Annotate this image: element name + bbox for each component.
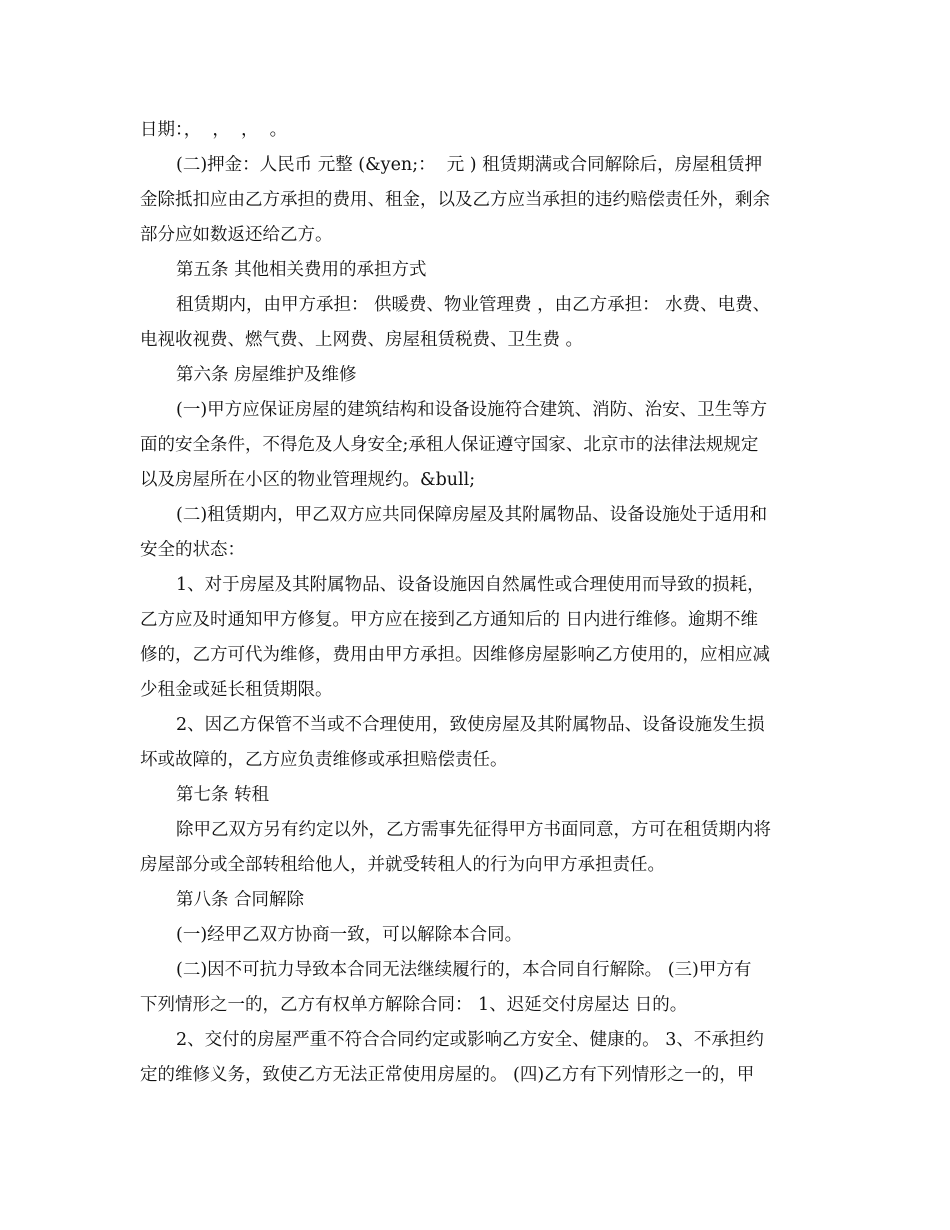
document-line: 第八条 合同解除 <box>176 890 305 910</box>
document-line: 以及房屋所在小区的物业管理规约。&bull; <box>140 470 476 490</box>
document-line: 除甲乙双方另有约定以外，乙方需事先征得甲方书面同意，方可在租赁期内将 <box>176 820 771 840</box>
document-line: (一)经甲乙双方协商一致，可以解除本合同。 <box>176 925 523 945</box>
document-line: (二)因不可抗力导致本合同无法继续履行的，本合同自行解除。 (三)甲方有 <box>176 960 752 980</box>
document-line: 面的安全条件，不得危及人身安全;承租人保证遵守国家、北京市的法律法规规定 <box>140 435 759 455</box>
document-line: 坏或故障的，乙方应负责维修或承担赔偿责任。 <box>140 750 508 770</box>
document-line: (二)租赁期内，甲乙双方应共同保障房屋及其附属物品、设备设施处于适用和 <box>176 505 768 525</box>
document-line: 部分应如数返还给乙方。 <box>140 225 333 245</box>
document-line: 第七条 转租 <box>176 785 270 805</box>
document-line: (二)押金：人民币 元整 (&yen;： 元 ) 租赁期满或合同解除后，房屋租赁押 <box>176 155 763 175</box>
document-line: 第六条 房屋维护及维修 <box>176 365 357 385</box>
document-line: 安全的状态： <box>140 540 245 560</box>
document-line: 2、交付的房屋严重不符合合同约定或影响乙方安全、健康的。 3、不承担约 <box>176 1030 764 1050</box>
document-line: 2、因乙方保管不当或不合理使用，致使房屋及其附属物品、设备设施发生损 <box>176 715 765 735</box>
document-line: 房屋部分或全部转租给他人，并就受转租人的行为向甲方承担责任。 <box>140 855 665 875</box>
document-body <box>140 113 830 1093</box>
document-line: 少租金或延长租赁期限。 <box>140 680 333 700</box>
document-line: 乙方应及时通知甲方修复。甲方应在接到乙方通知后的 日内进行维修。逾期不维 <box>140 610 759 630</box>
document-line: (一)甲方应保证房屋的建筑结构和设备设施符合建筑、消防、治安、卫生等方 <box>176 400 768 420</box>
document-line: 定的维修义务，致使乙方无法正常使用房屋的。 (四)乙方有下列情形之一的，甲 <box>140 1065 755 1085</box>
document-line: 电视收视费、燃气费、上网费、房屋租赁税费、卫生费 。 <box>140 330 584 350</box>
document-line: 下列情形之一的，乙方有权单方解除合同： 1、迟延交付房屋达 日的。 <box>140 995 688 1015</box>
document-line: 修的，乙方可代为维修，费用由甲方承担。因维修房屋影响乙方使用的，应相应减 <box>140 645 770 665</box>
document-line: 金除抵扣应由乙方承担的费用、租金，以及乙方应当承担的违约赔偿责任外，剩余 <box>140 190 770 210</box>
document-line: 1、对于房屋及其附属物品、设备设施因自然属性或合理使用而导致的损耗， <box>176 575 765 595</box>
document-line: 第五条 其他相关费用的承担方式 <box>176 260 427 280</box>
document-line: 日期：， ， ， 。 <box>140 120 288 140</box>
document-line: 租赁期内，由甲方承担： 供暖费、物业管理费 ，由乙方承担： 水费、电费、 <box>176 295 771 315</box>
